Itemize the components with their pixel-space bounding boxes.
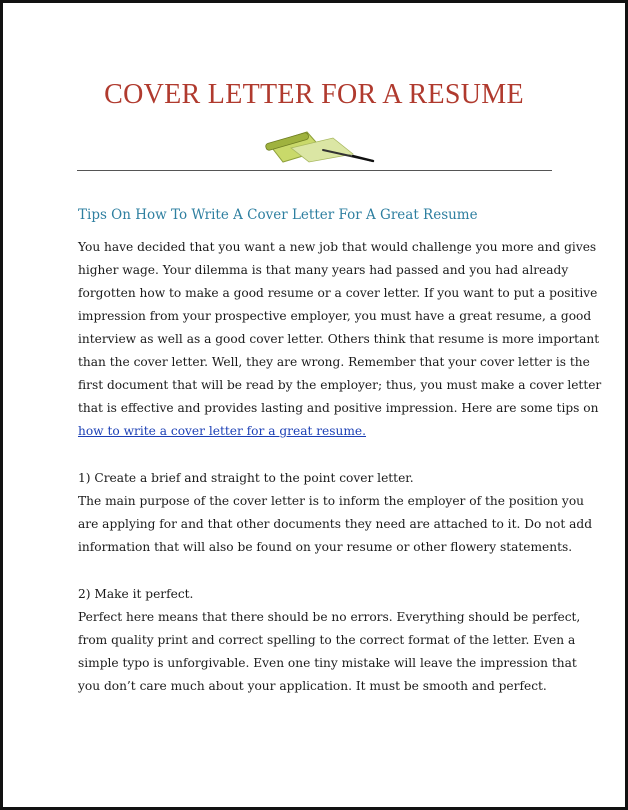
intro-line: impression from your prospective employer, you must have a great resume, a good: [78, 309, 592, 323]
tip-1-line: The main purpose of the cover letter is to inform the employer of the position you: [78, 494, 585, 508]
cover-letter-tips-link[interactable]: how to write a cover letter for a great resume.: [78, 424, 367, 438]
tip-2-line: simple typo is unforgivable. Even one tiny mistake will leave the impression that: [78, 656, 577, 670]
intro-line: forgotten how to make a good resume or a cover letter. If you want to put a positive: [78, 286, 598, 300]
intro-line: than the cover letter. Well, they are wrong. Remember that your cover letter is the: [78, 355, 590, 369]
title-divider: [77, 170, 552, 171]
intro-line: higher wage. Your dilemma is that many years had passed and you had already: [78, 263, 569, 277]
tip-2-line: from quality print and correct spelling to the correct format of the letter. Even a: [78, 633, 576, 647]
tip-2-line: Perfect here means that there should be no errors. Everything should be perfect,: [78, 610, 581, 624]
tip-2-section: [78, 583, 581, 698]
intro-line: that is effective and provides lasting and positive impression. Here are some tips on: [78, 401, 599, 415]
tip-2-heading: 2) Make it perfect.: [78, 587, 194, 601]
intro-line: first document that will be read by the employer; thus, you must make a cover letter: [78, 378, 602, 392]
tip-2-line: you don’t care much about your application. It must be smooth and perfect.: [78, 679, 547, 693]
section-subtitle: Tips On How To Write A Cover Letter For A Great Resume: [78, 207, 478, 223]
tip-1-section: [78, 467, 593, 559]
tip-1-line: are applying for and that other documents they need are attached to it. Do not add: [78, 517, 593, 531]
intro-paragraph: [78, 236, 602, 443]
intro-line: interview as well as a good cover letter. Others think that resume is more important: [78, 332, 600, 346]
intro-line: You have decided that you want a new job that would challenge you more and gives: [78, 240, 597, 254]
page-title: COVER LETTER FOR A RESUME: [104, 79, 524, 110]
quill-and-paper-icon: [261, 128, 377, 164]
tip-1-line: information that will also be found on your resume or other flowery statements.: [78, 540, 573, 554]
tip-1-heading: 1) Create a brief and straight to the point cover letter.: [78, 471, 414, 485]
